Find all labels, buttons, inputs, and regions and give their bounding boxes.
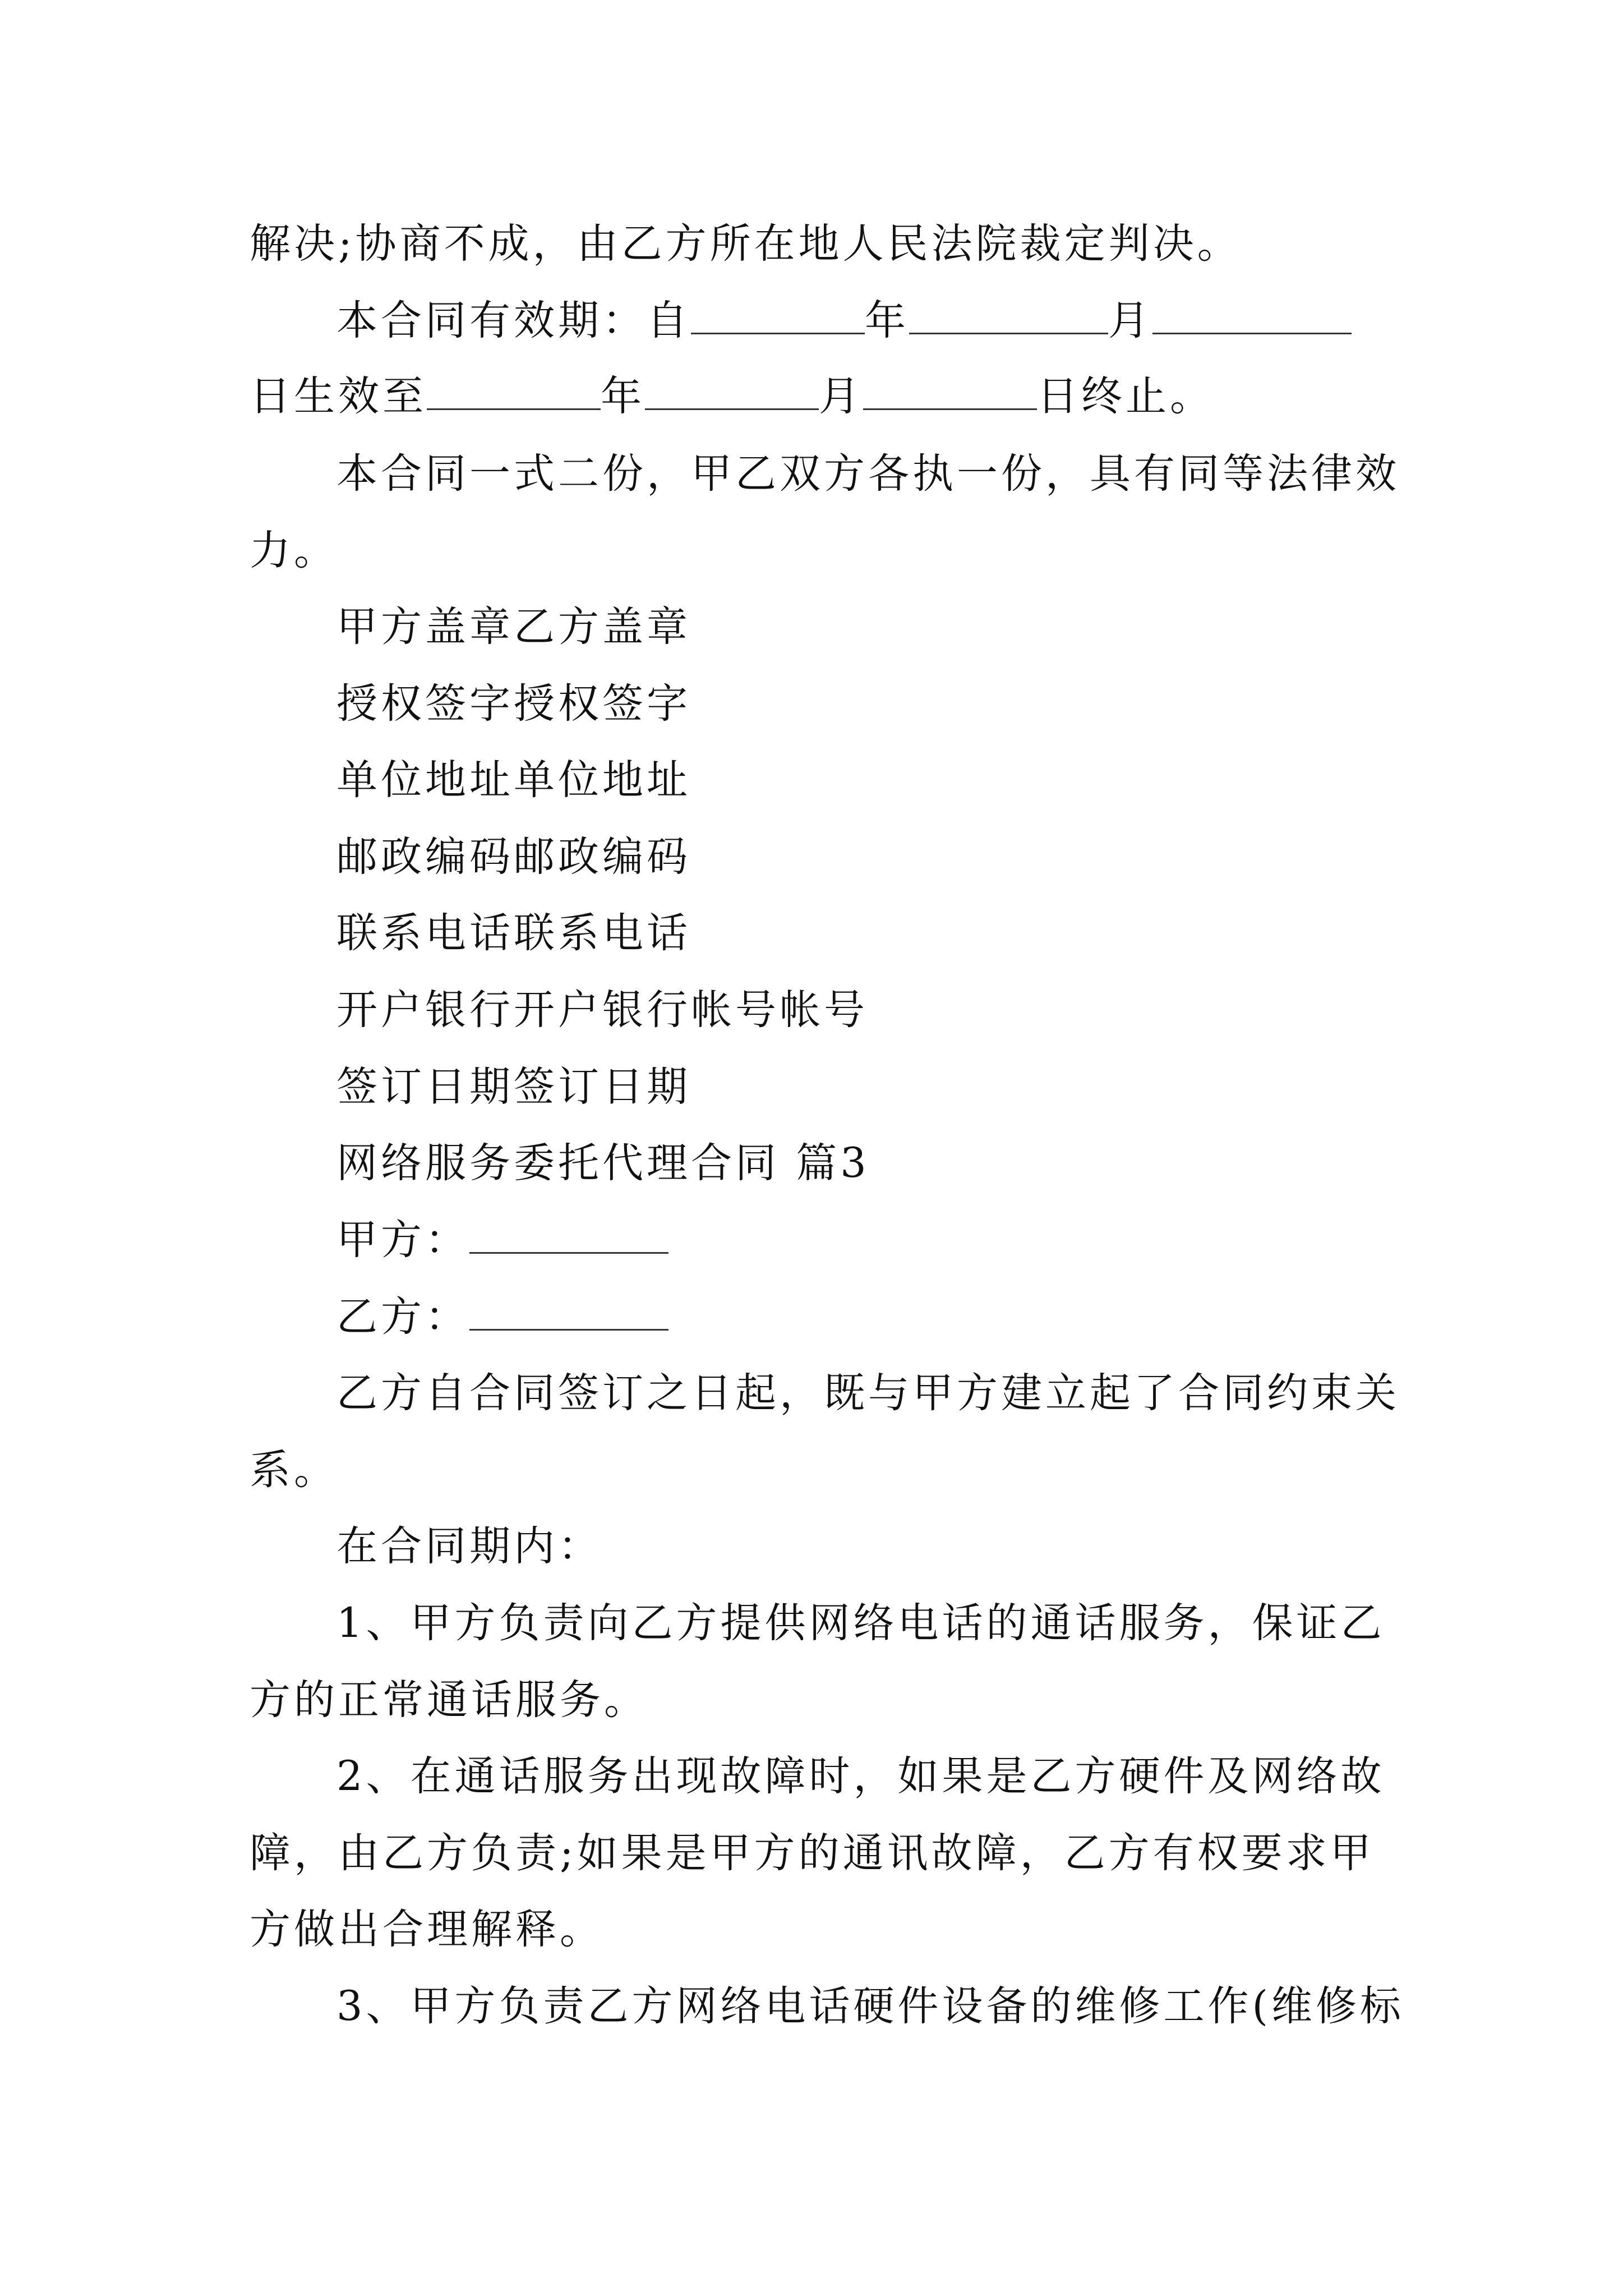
text-run: 日生效至 — [250, 372, 427, 420]
party-a-line — [336, 1212, 668, 1268]
blank-field — [645, 375, 819, 410]
blank-field — [469, 1218, 668, 1254]
signature-line — [336, 1059, 691, 1115]
text-run: 本合同一式二份，甲乙双方各执一份，具有同等法律效 — [336, 450, 1400, 498]
text-run: 1、甲方负责向乙方提供网络电话的通话服务，保证乙 — [336, 1599, 1385, 1647]
text-run: 网络服务委托代理合同 篇3 — [336, 1139, 870, 1187]
section-title — [336, 1135, 870, 1191]
text-run: 甲方： — [336, 1216, 469, 1264]
text-run: 联系电话联系电话 — [336, 909, 691, 957]
text-run: 在合同期内： — [336, 1522, 602, 1570]
text-run: 开户银行开户银行帐号帐号 — [336, 986, 868, 1034]
signature-line — [336, 982, 868, 1038]
signature-line — [336, 829, 691, 885]
text-run: 年 — [865, 297, 909, 344]
paragraph-line — [250, 1442, 338, 1498]
text-run: 障，由乙方负责;如果是甲方的通讯故障，乙方有权要求甲 — [250, 1829, 1375, 1877]
paragraph-line — [250, 1672, 648, 1728]
text-run: 月 — [819, 372, 863, 420]
text-run: 单位地址单位地址 — [336, 756, 691, 804]
text-run: 日终止。 — [1037, 372, 1214, 420]
text-run: 3、甲方负责乙方网络电话硬件设备的维修工作(维修标 — [336, 1982, 1404, 2030]
blank-field — [469, 1295, 668, 1331]
paragraph-line — [250, 216, 1242, 272]
text-run: 乙方自合同签订之日起，既与甲方建立起了合同约束关 — [336, 1369, 1400, 1417]
paragraph-line — [336, 1595, 1385, 1651]
text-run: 乙方： — [336, 1293, 469, 1341]
text-run: 邮政编码邮政编码 — [336, 833, 691, 881]
text-run: 年 — [601, 372, 645, 420]
text-run: 解决;协商不成，由乙方所在地人民法院裁定判决。 — [250, 220, 1242, 268]
paragraph-line — [250, 523, 338, 579]
text-run: 授权签字授权签字 — [336, 680, 691, 728]
paragraph-line — [336, 1749, 1385, 1805]
text-run: 甲方盖章乙方盖章 — [336, 603, 691, 651]
blank-field — [427, 375, 601, 410]
text-run: 月 — [1108, 297, 1152, 344]
text-run: 签订日期签订日期 — [336, 1063, 691, 1111]
blank-field — [909, 299, 1108, 334]
text-run: 本合同有效期：自 — [336, 297, 691, 344]
paragraph-line — [250, 1825, 1375, 1881]
signature-line — [336, 905, 691, 961]
blank-field — [863, 375, 1037, 410]
text-run: 方的正常通话服务。 — [250, 1676, 648, 1724]
paragraph-line — [336, 1978, 1404, 2035]
validity-line-1 — [336, 293, 1352, 349]
blank-field — [1152, 299, 1352, 334]
signature-line — [336, 752, 691, 808]
text-run: 力。 — [250, 527, 338, 574]
signature-line — [336, 599, 691, 655]
paragraph-line — [336, 446, 1400, 502]
text-run: 方做出合理解释。 — [250, 1906, 604, 1953]
blank-field — [691, 299, 865, 334]
text-run: 系。 — [250, 1446, 338, 1494]
paragraph-line — [336, 1365, 1400, 1421]
party-b-line — [336, 1289, 668, 1345]
paragraph-line — [336, 1519, 602, 1575]
paragraph-line — [250, 1902, 604, 1958]
signature-line — [336, 676, 691, 732]
validity-line-2 — [250, 369, 1214, 425]
text-run: 2、在通话服务出现故障时，如果是乙方硬件及网络故 — [336, 1752, 1385, 1800]
